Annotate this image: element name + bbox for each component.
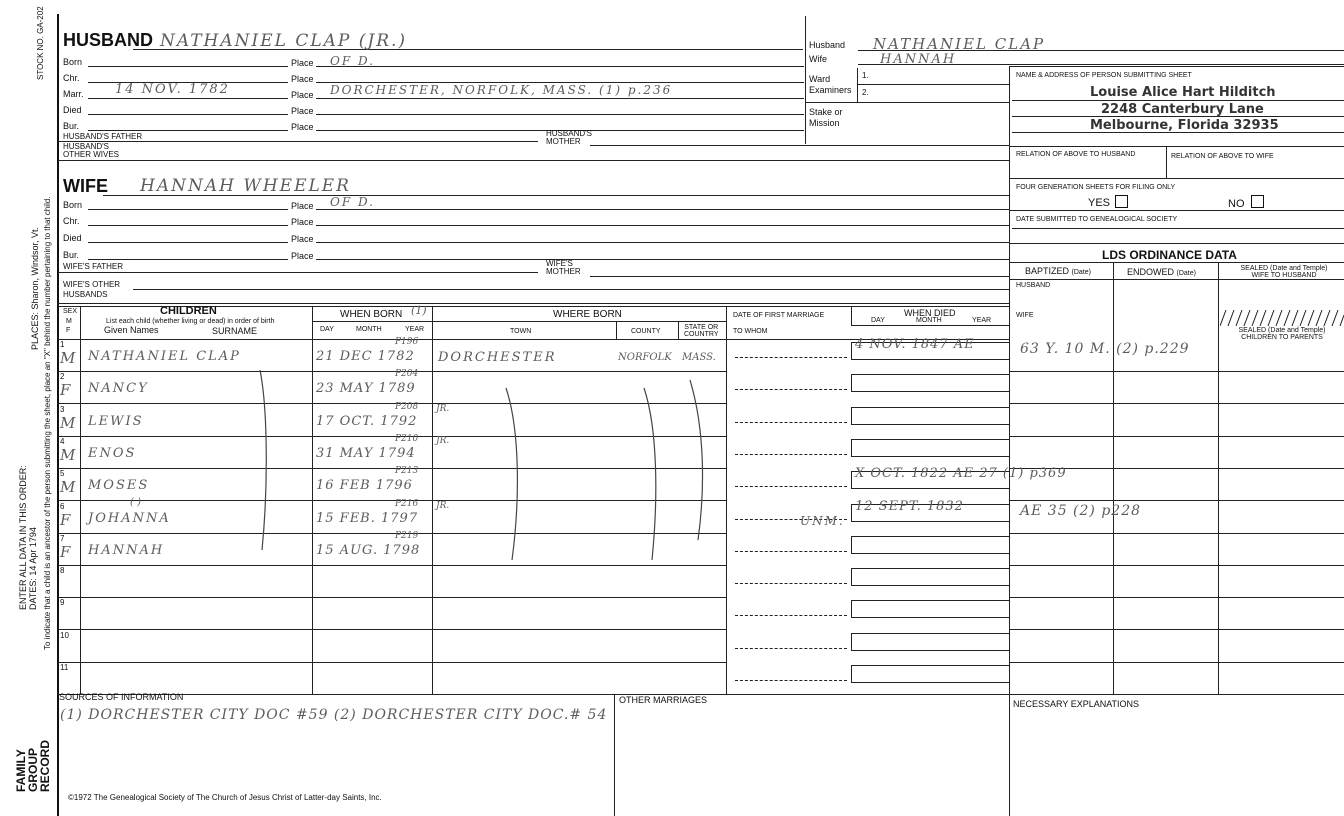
wife-bur-place-label: Place [291, 251, 314, 261]
right-husband-label: Husband [809, 40, 846, 50]
when-born-mark: (1) [411, 304, 427, 317]
examiners-divider [857, 68, 858, 102]
no-checkbox[interactable] [1251, 195, 1264, 208]
date-submitted-line-1 [1012, 228, 1344, 229]
child-name: NATHANIEL CLAP [88, 349, 241, 364]
wife-born-place-line [316, 209, 1009, 210]
wife-died-place-label: Place [291, 234, 314, 244]
child-born-date: 15 AUG. 1798 [316, 543, 421, 558]
surname-label: SURNAME [212, 326, 258, 336]
husband-bur-place-label: Place [291, 122, 314, 132]
child-name: LEWIS [88, 414, 144, 429]
husband-died-line [88, 114, 288, 115]
wife-chr-label: Chr. [63, 216, 80, 226]
sealed-hatch [1220, 310, 1344, 326]
husband-marr-line [88, 98, 288, 99]
husband-bur-line [88, 130, 288, 131]
husband-father-line [58, 141, 538, 142]
died-row-line [851, 617, 1009, 618]
child6-marriage: UNM. [800, 514, 845, 528]
husband-other-wives-line [58, 160, 1009, 161]
lds-row-line [1009, 597, 1344, 598]
child-page-ref: P219 [395, 531, 419, 541]
child-page-ref: P196 [395, 337, 419, 347]
born-month-label: MONTH [356, 326, 382, 333]
lds-col-1 [1113, 262, 1114, 695]
child-page-ref: P208 [395, 402, 419, 412]
died-row-tick [851, 374, 852, 391]
copyright: ©1972 The Genealogical Society of The Church of Jesus Christ of Latter-day Saints, Inc. [68, 793, 382, 802]
lds-row-line [1009, 694, 1344, 695]
lds-row-line [1009, 403, 1344, 404]
child-number: 6 [60, 502, 65, 511]
wife-name: HANNAH WHEELER [140, 176, 351, 196]
submitter-line-2 [1012, 116, 1344, 117]
child-born-date: 21 DEC 1782 [316, 349, 415, 364]
form-title-record: RECORD [38, 739, 52, 792]
dates-order: DATES: 14 Apr 1794 [28, 527, 38, 610]
died-row-line [851, 391, 1009, 392]
marriage-dash [735, 615, 847, 616]
wife-mother-line [590, 276, 1009, 277]
enter-data-order: ENTER ALL DATA IN THIS ORDER: [18, 465, 28, 610]
child-died-date: X OCT. 1822 AE 27 (1) p369 [855, 466, 1067, 481]
jr-mark-6: JR. [436, 501, 450, 511]
right-wife-label: Wife [809, 54, 827, 64]
husband-died-label: Died [63, 105, 82, 115]
lds-col-2 [1218, 262, 1219, 695]
died-row-line [851, 600, 1009, 601]
died-row-tick [851, 568, 852, 585]
child-sex: F [60, 543, 71, 561]
ditto-marks [250, 370, 730, 570]
child-name: MOSES [88, 478, 150, 493]
child-birth-county: NORFOLK [618, 352, 672, 363]
wife-mother-label: WIFE'S MOTHER [546, 259, 581, 276]
husband-marr-place-line [316, 98, 804, 99]
table-row-line [58, 597, 726, 598]
child-number: 1 [60, 340, 65, 349]
wife-chr-place-label: Place [291, 217, 314, 227]
examiners-bottom [806, 102, 1009, 103]
child-birth-state: MASS. [682, 352, 716, 363]
died-row-line [851, 682, 1009, 683]
child-died-date: 4 NOV. 1847 AE [855, 337, 975, 352]
husband-marr-date: 14 NOV. 1782 [115, 82, 230, 97]
lds-header-bottom [1009, 279, 1344, 280]
husband-born-label: Born [63, 57, 83, 67]
died-row-line [851, 585, 1009, 586]
died-row-tick [851, 504, 852, 521]
child-sex: M [60, 446, 76, 464]
child-number: 3 [60, 405, 65, 414]
bottom-top-line [58, 694, 1009, 695]
husband-marr-label: Marr. [63, 89, 84, 99]
child-number: 4 [60, 437, 65, 446]
child-sex: M [60, 478, 76, 496]
jr-mark-3: JR. [436, 404, 450, 414]
husband-born-place-label: Place [291, 58, 314, 68]
marriage-dash [735, 422, 847, 423]
died-row-tick [851, 600, 852, 617]
examiner-1-line [858, 84, 1009, 85]
right-panel-top [1009, 66, 1344, 67]
died-header-line [851, 325, 1009, 326]
died-row-tick [851, 633, 852, 650]
submitter-line-3 [1012, 132, 1344, 133]
lds-row-line [1009, 533, 1344, 534]
wife-born-place-label: Place [291, 201, 314, 211]
child-born-date: 31 MAY 1794 [316, 446, 416, 461]
no-label: NO [1228, 198, 1245, 210]
husband-heading: HUSBAND [63, 30, 153, 50]
husband-chr-place-label: Place [291, 74, 314, 84]
died-row-line [851, 521, 1009, 522]
child-died-note: AE 35 (2) p228 [1020, 503, 1142, 519]
wife-other-husbands-line [133, 289, 1009, 290]
state-label: STATE OR COUNTRY [684, 324, 719, 338]
town-label: TOWN [510, 328, 532, 335]
died-row-line [851, 374, 1009, 375]
died-month-label: MONTH [916, 317, 942, 324]
child-born-date: 16 FEB 1796 [316, 478, 413, 493]
lds-row-line [1009, 371, 1344, 372]
sex-f-label: F [66, 327, 71, 334]
endowed-label: ENDOWED (Date) [1127, 267, 1196, 277]
died-row-line [851, 650, 1009, 651]
sources-value: (1) DORCHESTER CITY DOC #59 (2) DORCHESTER CITY DOC.# 54 [60, 707, 608, 723]
child-sex: F [60, 381, 71, 399]
wife-born-place: OF D. [330, 195, 375, 209]
relation-divider [1166, 146, 1167, 178]
child-number: 5 [60, 469, 65, 478]
husband-mother-line [590, 145, 1009, 146]
born-year-label: YEAR [405, 326, 425, 333]
wife-father-line [58, 272, 538, 273]
husband-died-place-label: Place [291, 106, 314, 116]
died-row-line [851, 456, 1009, 457]
examiner-1: 1. [862, 71, 869, 80]
marriage-dash [735, 389, 847, 390]
child-page-ref: P204 [395, 369, 419, 379]
marriage-dash [735, 680, 847, 681]
marriage-dash [735, 486, 847, 487]
children-sub-label: List each child (whether living or dead) in order of birth [106, 318, 275, 325]
submitter-name: Louise Alice Hart Hilditch [1090, 85, 1276, 100]
died-row-line [851, 665, 1009, 666]
form-title-family: FAMILY [14, 749, 28, 792]
lds-husband-label: HUSBAND [1016, 282, 1051, 289]
wife-other-husbands-label: WIFE'S OTHER HUSBANDS [63, 280, 121, 299]
jr-mark-4: JR. [436, 436, 450, 446]
date-submitted-bottom [1009, 243, 1344, 244]
col-county-right [678, 321, 679, 339]
child-died-date: 12 SEPT. 1832 [855, 499, 964, 514]
child-birth-town: DORCHESTER [438, 350, 557, 365]
right-header-divider [805, 16, 806, 144]
child-sex: F [60, 511, 71, 529]
relation-bottom [1009, 178, 1344, 179]
submitter-street: 2248 Canterbury Lane [1101, 102, 1264, 117]
child-name: NANCY [88, 381, 149, 396]
husband-marr-place-label: Place [291, 90, 314, 100]
wife-born-line [88, 209, 288, 210]
col-town-right [616, 321, 617, 339]
died-row-line [851, 536, 1009, 537]
wife-section-bottom [58, 303, 1009, 304]
lds-row-line [1009, 565, 1344, 566]
child-sex: M [60, 414, 76, 432]
relation-wife-label: RELATION OF ABOVE TO WIFE [1171, 153, 1274, 160]
died-row-tick [851, 439, 852, 456]
examiners-label: Examiners [809, 85, 852, 95]
died-row-tick [851, 471, 852, 488]
husband-bur-label: Bur. [63, 121, 80, 131]
examiner-2: 2. [862, 88, 869, 97]
marriage-dash [735, 648, 847, 649]
right-wife-value: HANNAH [880, 52, 957, 67]
child-number: 2 [60, 372, 65, 381]
husband-died-place-line [316, 114, 804, 115]
mission-label: Mission [809, 118, 840, 128]
husband-born-place: OF D. [330, 54, 375, 68]
died-row-line [851, 439, 1009, 440]
wife-died-place-line [316, 242, 1009, 243]
child-born-date: 23 MAY 1789 [316, 381, 416, 396]
died-row-line [851, 424, 1009, 425]
husband-mother-label: HUSBAND'S MOTHER [546, 129, 592, 146]
sources-label: SOURCES OF INFORMATION [59, 692, 184, 702]
four-gen-bottom [1009, 210, 1344, 211]
wife-bur-place-line [316, 259, 1009, 260]
submitter-line-1 [1012, 100, 1344, 101]
first-marriage-label: DATE OF FIRST MARRIAGE [733, 312, 825, 319]
lds-row-line [1009, 436, 1344, 437]
child-number: 7 [60, 534, 65, 543]
sex-label: SEX [63, 308, 78, 315]
yes-label: YES [1088, 197, 1111, 209]
wife-died-line [88, 242, 288, 243]
wife-died-label: Died [63, 233, 82, 243]
where-born-label: WHERE BORN [553, 309, 622, 320]
child6-paren: ( ) [130, 497, 141, 508]
children-label: CHILDREN [160, 305, 217, 317]
wife-father-label: WIFE'S FATHER [63, 262, 124, 271]
other-marriages-label: OTHER MARRIAGES [619, 695, 708, 705]
lds-row-line [1009, 662, 1344, 663]
child-number: 9 [60, 598, 65, 607]
died-row-tick [851, 407, 852, 424]
necessary-explanations-label: NECESSARY EXPLANATIONS [1013, 699, 1140, 709]
died-row-tick [851, 665, 852, 682]
born-day-label: DAY [320, 326, 334, 333]
child-page-ref: P216 [395, 499, 419, 509]
child-number: 8 [60, 566, 65, 575]
wife-chr-line [88, 225, 288, 226]
ward-label: Ward [809, 74, 831, 84]
lds-row-line [1009, 629, 1344, 630]
lds-title: LDS ORDINANCE DATA [1102, 248, 1237, 262]
county-label: COUNTY [631, 328, 661, 335]
husband-born-place-line [316, 66, 804, 67]
lds-row-line [1009, 500, 1344, 501]
to-whom-label: TO WHOM [733, 328, 768, 335]
col-died-left [851, 306, 852, 326]
child-sex: M [60, 349, 76, 367]
yes-checkbox[interactable] [1115, 195, 1128, 208]
wife-bur-line [88, 259, 288, 260]
died-row-line [851, 633, 1009, 634]
sealed-wife-label: SEALED (Date and Temple) WIFE TO HUSBAND [1240, 265, 1328, 279]
table-row-line [58, 629, 726, 630]
stock-number: STOCK NO. GA-202 [36, 6, 45, 80]
form-title-group: GROUP [26, 747, 40, 792]
marriage-dash [735, 357, 847, 358]
husband-marr-place: DORCHESTER, NORFOLK, MASS. (1) p.236 [330, 83, 673, 97]
places-note: PLACES: Sharon, Windsor, Vt. [30, 226, 40, 350]
given-names-label: Given Names [104, 325, 159, 335]
died-day-label: DAY [871, 317, 885, 324]
date-submitted-label: DATE SUBMITTED TO GENEALOGICAL SOCIETY [1016, 216, 1178, 223]
child-number: 11 [60, 663, 69, 672]
child-number: 10 [60, 631, 69, 640]
husband-father-label: HUSBAND'S FATHER [63, 132, 143, 141]
husband-name: NATHANIEL CLAP (JR.) [160, 31, 408, 51]
died-row-line [851, 359, 1009, 360]
child-page-ref: P213 [395, 466, 419, 476]
when-born-label: WHEN BORN [340, 309, 403, 320]
submitter-city: Melbourne, Florida 32935 [1090, 118, 1279, 133]
wife-born-label: Born [63, 200, 83, 210]
submitter-label: NAME & ADDRESS OF PERSON SUBMITTING SHEET [1016, 72, 1192, 79]
child-page-ref: P210 [395, 434, 419, 444]
died-row-line [851, 488, 1009, 489]
lds-wife-label: WIFE [1016, 312, 1034, 319]
died-row-tick [851, 342, 852, 359]
died-row-tick [851, 536, 852, 553]
right-husband-value: NATHANIEL CLAP [873, 35, 1046, 53]
child-died-note: 63 Y. 10 M. (2) p.229 [1020, 341, 1190, 357]
sealed-children-label: SEALED (Date and Temple) CHILDREN TO PARENTS [1238, 327, 1326, 341]
child-name: ENOS [88, 446, 137, 461]
husband-other-wives-label: HUSBAND'S OTHER WIVES [63, 142, 120, 159]
table-row-line [58, 662, 726, 663]
relation-husband-label: RELATION OF ABOVE TO HUSBAND [1016, 151, 1136, 158]
ancestor-note: To indicate that a child is an ancestor of the person submitting the sheet, place an "X" behind the number pertaining to that child. [43, 196, 52, 650]
wife-heading: WIFE [63, 176, 108, 196]
four-generation-label: FOUR GENERATION SHEETS FOR FILING ONLY [1016, 184, 1176, 191]
marriage-dash [735, 583, 847, 584]
sex-m-label: M [66, 318, 72, 325]
husband-chr-label: Chr. [63, 73, 80, 83]
marriage-dash [735, 454, 847, 455]
marriage-dash [735, 551, 847, 552]
wife-bur-label: Bur. [63, 250, 80, 260]
child-name: JOHANNA [88, 511, 171, 526]
died-row-line [851, 553, 1009, 554]
lds-title-bottom [1009, 262, 1344, 263]
born-header-mid [312, 321, 726, 322]
stake-label: Stake or [809, 107, 843, 117]
child-born-date: 17 OCT. 1792 [316, 414, 418, 429]
died-year-label: YEAR [972, 317, 992, 324]
child-born-date: 15 FEB. 1797 [316, 511, 419, 526]
relation-top [1009, 146, 1344, 147]
child-name: HANNAH [88, 543, 165, 558]
wife-chr-place-line [316, 225, 1009, 226]
baptized-label: BAPTIZED (Date) [1025, 266, 1091, 276]
husband-born-line [88, 66, 288, 67]
other-marriages-divider [614, 694, 615, 816]
when-died-label: WHEN DIED [904, 308, 956, 318]
died-row-line [851, 568, 1009, 569]
died-row-line [851, 407, 1009, 408]
